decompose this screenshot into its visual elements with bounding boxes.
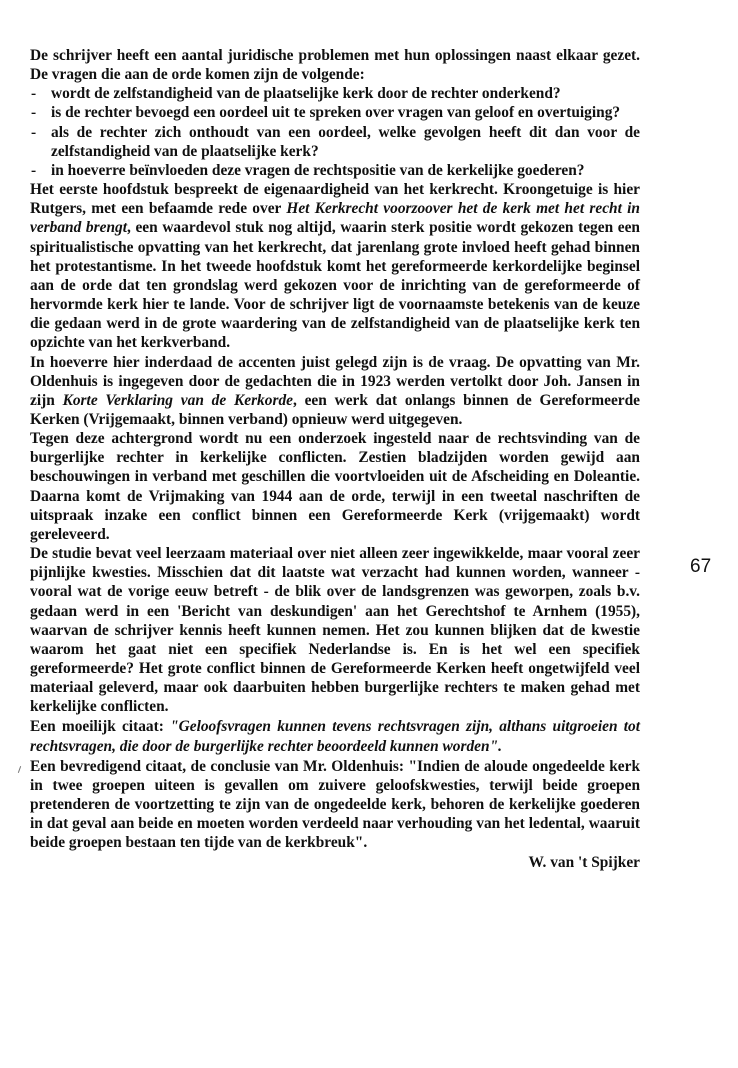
- paragraph-text: , een waardevol stuk nog altijd, waarin sterk positie wordt gekozen tegen een spiritualistische opvatting van het kerkrecht, dat jarenlang grote invloed heeft gehad binnen het protestantisme. In het tweede hoofdstuk komt het gereformeerde kerkordelijke beginsel aan de orde dat ten grondslag werd gekozen voor de inrichting van de gereformeerde of hervormde kerk hier te lande. Voor de schrijver ligt de voornaamste betekenis van de keuze die gedaan werd in de grote waardering van de zelfstandigheid van de plaatselijke kerk ten opzichte van het kerkverband.: [30, 219, 640, 352]
- paragraph-kerkrecht: [30, 180, 640, 352]
- question-text: als de rechter zich onthoudt van een oordeel, welke gevolgen heeft dit dan voor de zelfstandigheid van de plaatselijke kerk?: [51, 123, 640, 160]
- paragraph-accenten: [30, 353, 640, 430]
- page-number: 67: [690, 556, 712, 577]
- dash-bullet: -: [31, 85, 37, 103]
- paragraph-text: Het eerste hoofdstuk bespreekt de eigenaardigheid van het kerkrecht. Kroongetuige is hier Rutgers, met een befaamde rede over: [30, 181, 640, 218]
- paragraph-moeilijk-citaat: [30, 717, 640, 755]
- question-text: wordt de zelfstandigheid van de plaatselijke kerk door de rechter onderkend?: [51, 85, 561, 103]
- question-item: [30, 123, 640, 161]
- paragraph-rechtsvinding: Tegen deze achtergrond wordt nu een onderzoek ingesteld naar de rechtsvinding van de burgerlijke rechter in kerkelijke conflicten. Zestien bladzijden worden gewijd aan beschouwingen in verband met geschillen die voortvloeiden uit de Afscheiding en Doleantie. Daarna komt de Vrijmaking van 1944 aan de orde, terwijl in een tweetal naschriften de uitspraak inzake een conflict binnen een Gereformeerde Kerk (vrijgemaakt) wordt gereleveerd.: [30, 430, 640, 543]
- scan-speck: [18, 766, 21, 773]
- dash-bullet: -: [31, 123, 37, 141]
- question-item: [30, 84, 640, 103]
- question-text: is de rechter bevoegd een oordeel uit te spreken over vragen van geloof en overtuiging?: [51, 104, 621, 122]
- paragraph-bevredigend-citaat: Een bevredigend citaat, de conclusie van Mr. Oldenhuis: "Indien de aloude ongedeelde kerk in twee groepen uiteen is gevallen om zuivere geloofskwesties, terwijl beide groepen pretenderen de voortzetting te zijn van de ongedeelde kerk, behoren de kerkelijke goederen in dat geval aan beide en moeten worden verdeeld naar verhouding van het ledental, waaruit beide groepen bestaan ten tijde van de kerkbreuk".: [30, 757, 640, 852]
- paragraph-text: In hoeverre hier inderdaad de accenten juist gelegd zijn is de vraag. De opvatting van Mr. Oldenhuis is ingegeven door de gedachten die in 1923 werden vertolkt door Joh. Jansen in zijn: [30, 353, 640, 409]
- paragraph-text: , een werk dat onlangs binnen de Gereformeerde Kerken (Vrijgemaakt, binnen verband) opnieuw werd uitgegeven.: [30, 391, 641, 428]
- intro-paragraph: De schrijver heeft een aantal juridische problemen met hun oplossingen naast elkaar gezet. De vragen die aan de orde komen zijn de volgende:: [30, 47, 640, 84]
- dash-bullet: -: [31, 104, 37, 122]
- question-text: in hoeverre beïnvloeden deze vragen de rechtspositie van de kerkelijke goederen?: [51, 161, 585, 179]
- dash-bullet: -: [31, 161, 37, 179]
- author-signature: W. van 't Spijker: [528, 853, 640, 871]
- review-text-column: [30, 46, 640, 872]
- question-item: [30, 161, 640, 180]
- book-title-italic: Korte Verklaring van de Kerkorde: [62, 391, 293, 409]
- question-item: [30, 103, 640, 122]
- question-list: [30, 84, 640, 180]
- paragraph-studie: De studie bevat veel leerzaam materiaal over niet alleen zeer ingewikkelde, maar vooral zeer pijnlijke kwesties. Misschien dat dit laatste wat verzacht had kunnen worden, wanneer - vooral wat de vorige eeuw betreft - de blik over de landsgrenzen was geworpen, zoals b.v. gedaan werd in een 'Bericht van deskundigen' aan het Gerechtshof te Arnhem (1955), waarvan de schrijver kennis heeft kunnen nemen. Het zou kunnen blijken dat de kwestie waarom het gaat niet een specifiek Nederlandse is. En is het wel een specifiek gereformeerde? Het grote conflict binnen de Gereformeerde Kerken heeft ongetwijfeld veel materiaal geleverd, maar ook daarbuiten hebben burgerlijke rechters te maken gehad met kerkelijke conflicten.: [30, 545, 640, 716]
- paragraph-text: Een moeilijk citaat:: [30, 718, 171, 736]
- quote-italic: "Geloofsvragen kunnen tevens rechtsvragen zijn, althans uitgroeien tot rechtsvragen, die door de burgerlijke rechter beoordeeld kunnen worden".: [30, 718, 640, 755]
- book-title-italic: Het Kerkrecht voorzoover het de kerk met het recht in verband brengt: [30, 200, 640, 237]
